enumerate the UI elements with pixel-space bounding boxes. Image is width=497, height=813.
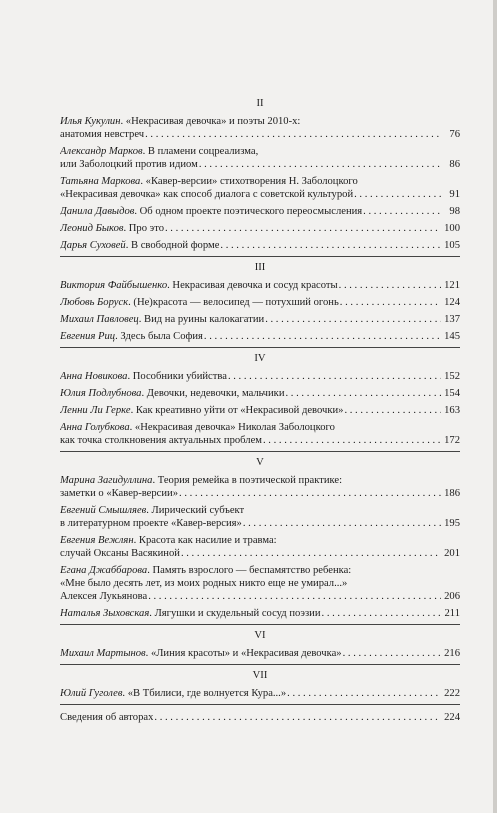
section-divider	[60, 624, 460, 625]
entry-text: Евгения Риц. Здесь была София	[60, 331, 203, 342]
entry-author: Евгения Риц	[60, 331, 116, 342]
toc-entry-line	[60, 504, 460, 517]
entry-text	[60, 128, 144, 141]
page-number: 98	[449, 206, 460, 217]
dot-leader	[228, 370, 441, 383]
section-divider	[60, 256, 460, 257]
entry-title: В пламени соцреализма,	[147, 146, 259, 157]
entry-title: Алексея Лукьянова	[60, 591, 148, 602]
entry-title: Лирический субъект	[151, 505, 245, 516]
section-number: II	[256, 98, 264, 109]
entry-author: Наталья Зыховская	[60, 608, 150, 619]
entry-text: Татьяна Маркова. «Кавер-версии» стихотворения Н. Заболоцкого	[60, 176, 358, 187]
toc-entry-line	[60, 387, 460, 400]
entry-title: в литературном проекте «Кавер-версия»	[60, 518, 242, 529]
dot-leader	[165, 222, 441, 235]
toc-entry	[60, 534, 460, 560]
entry-text: Евгений Смышляев. Лирический субъект	[60, 505, 245, 516]
page-number: 152	[444, 371, 460, 382]
entry-title: заметки о «Кавер-версии»	[60, 488, 179, 499]
page-number: 121	[444, 280, 460, 291]
entry-author: Татьяна Маркова	[60, 176, 141, 187]
dot-leader	[243, 517, 441, 530]
dot-leader	[343, 647, 441, 660]
entry-title: Лягушки и скудельный сосуд поэзии	[154, 608, 321, 619]
dot-leader	[154, 711, 441, 724]
page-number: 216	[444, 648, 460, 659]
toc-entry-line	[60, 487, 460, 500]
entry-author: Михаил Павловец	[60, 314, 139, 325]
entry-text	[60, 517, 242, 530]
entry-text: Анна Голубкова. «Некрасивая девочка» Николая Заболоцкого	[60, 422, 335, 433]
section-number: IV	[254, 353, 266, 364]
toc-entry-line	[60, 296, 460, 309]
entry-title: «В Тбилиси, где волнуется Кура...»	[127, 688, 287, 699]
toc-entry	[60, 313, 460, 326]
entry-title: Про это	[128, 223, 164, 234]
entry-title: или Заболоцкий против идиом	[60, 159, 198, 170]
page-number: 206	[444, 591, 460, 602]
entry-text: Наталья Зыховская. Лягушки и скудельный сосуд поэзии	[60, 608, 321, 619]
toc-entry-line	[60, 517, 460, 530]
entry-text	[60, 158, 198, 171]
toc-entry	[60, 404, 460, 417]
toc-entry-line	[60, 370, 460, 383]
page-number: 154	[444, 388, 460, 399]
entry-author: Михаил Мартынов	[60, 648, 146, 659]
entry-text: Дарья Суховей. В свободной форме	[60, 240, 220, 251]
toc-entry	[60, 607, 460, 620]
page-number: 195	[444, 518, 460, 529]
entry-title: «Кавер-версии» стихотворения Н. Заболоцкого	[145, 176, 358, 187]
page-number: 163	[444, 405, 460, 416]
page-number: 222	[444, 688, 460, 699]
toc-entry	[60, 279, 460, 292]
page-number: 100	[444, 223, 460, 234]
entry-author: Юлий Гуголев	[60, 688, 123, 699]
entry-title: Память взрослого — беспамятство ребенка:	[152, 565, 352, 576]
entry-title: анатомия невстреч	[60, 129, 145, 140]
toc-entry-line	[60, 564, 460, 577]
entry-title: Красота как насилие и травма:	[138, 535, 277, 546]
section-number: VII	[252, 670, 268, 681]
entry-text: Ленни Ли Герке. Как креативно уйти от «Некрасивой девочки»	[60, 405, 344, 416]
dot-leader	[287, 687, 441, 700]
section-divider	[60, 451, 460, 452]
toc-entry-line	[60, 607, 460, 620]
entry-author: Ленни Ли Герке	[60, 405, 131, 416]
entry-text	[60, 590, 147, 603]
entry-text: Михаил Мартынов. «Линия красоты» и «Некрасивая девочка»	[60, 648, 342, 659]
page-number: 201	[444, 548, 460, 559]
section-divider	[60, 347, 460, 348]
section-number: III	[254, 262, 266, 273]
entry-text: Анна Новикова. Пособники убийства	[60, 371, 227, 382]
section-number: VI	[254, 630, 266, 641]
entry-author: Марина Загидуллина	[60, 475, 153, 486]
entry-title: «Некрасивая девочка» как способ диалога с советской культурой	[60, 189, 354, 200]
toc-entry	[60, 222, 460, 235]
dot-leader	[181, 547, 441, 560]
dot-leader	[286, 387, 442, 400]
entry-title: «Линия красоты» и «Некрасивая девочка»	[150, 648, 342, 659]
toc-entry	[60, 145, 460, 171]
entry-author: Анна Голубкова	[60, 422, 130, 433]
section-divider	[60, 664, 460, 665]
page-number: 224	[444, 712, 460, 723]
toc-entry-line	[60, 115, 460, 128]
entry-title: Об одном проекте поэтического переосмысления	[139, 206, 363, 217]
page-edge	[493, 0, 497, 813]
toc-entry-line	[60, 434, 460, 447]
entry-title: как точка столкновения актуальных проблем	[60, 435, 262, 446]
entry-text: Михаил Павловец. Вид на руины калокагатии	[60, 314, 265, 325]
entry-title: случай Оксаны Васякиной	[60, 548, 180, 559]
entry-text	[60, 434, 262, 447]
toc-entry-line	[60, 145, 460, 158]
entry-title: «Мне было десять лет, из моих родных никто еще не умирал...»	[60, 578, 348, 589]
toc-entry	[60, 205, 460, 218]
dot-leader	[220, 239, 441, 252]
dot-leader	[148, 590, 441, 603]
authors-info-line	[60, 711, 460, 724]
dot-leader	[179, 487, 441, 500]
entry-text	[60, 188, 353, 201]
toc-entry-line	[60, 474, 460, 487]
page-number: 76	[449, 129, 460, 140]
toc-entry	[60, 387, 460, 400]
toc-entry	[60, 421, 460, 447]
toc-entry-line	[60, 239, 460, 252]
toc-entry-line	[60, 175, 460, 188]
dot-leader	[322, 607, 441, 620]
page-number: 86	[449, 159, 460, 170]
entry-text: Марина Загидуллина. Теория ремейка в поэтической практике:	[60, 475, 343, 486]
entry-author: Любовь Боруск	[60, 297, 129, 308]
toc-entry-line	[60, 188, 460, 201]
section-number: V	[256, 457, 264, 468]
toc-entry	[60, 687, 460, 700]
table-of-contents	[60, 93, 460, 724]
entry-author: Данила Давыдов	[60, 206, 135, 217]
toc-entry-line	[60, 330, 460, 343]
dot-leader	[340, 296, 441, 309]
entry-author: Виктория Файбышенко	[60, 280, 168, 291]
page-number: 172	[444, 435, 460, 446]
toc-entry-line	[60, 128, 460, 141]
entry-author: Леонид Быков	[60, 223, 124, 234]
dot-leader	[145, 128, 441, 141]
entry-title: Как креативно уйти от «Некрасивой девочки»	[135, 405, 344, 416]
toc-entry-line	[60, 313, 460, 326]
toc-entry	[60, 474, 460, 500]
dot-leader	[265, 313, 441, 326]
dot-leader	[344, 404, 441, 417]
entry-text: Леонид Быков. Про это	[60, 223, 164, 234]
entry-title: В свободной форме	[131, 240, 220, 251]
entry-text: Егана Джаббарова. Память взрослого — беспамятство ребенка:	[60, 565, 352, 576]
page-number: 91	[449, 189, 460, 200]
entry-title: (Не)красота — велосипед — потухший огонь	[133, 297, 339, 308]
toc-entry	[60, 647, 460, 660]
entry-author: Егана Джаббарова	[60, 565, 148, 576]
entry-title: «Некрасивая девочка» и поэты 2010-х:	[125, 116, 301, 127]
page-number: 105	[444, 240, 460, 251]
entry-text: Юлия Подлубнова. Девочки, недевочки, мальчики	[60, 388, 285, 399]
dot-leader	[354, 188, 441, 201]
entry-author: Илья Кукулин	[60, 116, 121, 127]
toc-entry-line	[60, 647, 460, 660]
toc-entry-line	[60, 687, 460, 700]
entry-author: Евгения Вежлян	[60, 535, 134, 546]
entry-text: Евгения Вежлян. Красота как насилие и травма:	[60, 535, 277, 546]
entry-text: Юлий Гуголев. «В Тбилиси, где волнуется Кура...»	[60, 688, 287, 699]
entry-author: Юлия Подлубнова	[60, 388, 142, 399]
entry-title: Девочки, недевочки, мальчики	[146, 388, 285, 399]
entry-text: Александр Марков. В пламени соцреализма,	[60, 146, 259, 157]
page-number: 145	[444, 331, 460, 342]
entry-author: Евгений Смышляев	[60, 505, 147, 516]
entry-text: Виктория Файбышенко. Некрасивая девочка и сосуд красоты	[60, 280, 338, 291]
entry-title: Пособники убийства	[132, 371, 227, 382]
toc-entry-line	[60, 222, 460, 235]
entry-author: Дарья Суховей	[60, 240, 126, 251]
dot-leader	[339, 279, 441, 292]
toc-entry	[60, 370, 460, 383]
toc-entry-line	[60, 205, 460, 218]
toc-entry	[60, 239, 460, 252]
entry-text	[60, 577, 347, 590]
toc-entry-line	[60, 577, 460, 590]
page-number: 186	[444, 488, 460, 499]
toc-entry	[60, 330, 460, 343]
authors-info-label: Сведения об авторах	[60, 712, 154, 723]
page-number: 124	[444, 297, 460, 308]
toc-entry-line	[60, 547, 460, 560]
toc-entry	[60, 296, 460, 309]
toc-entry-line	[60, 158, 460, 171]
toc-entry-line	[60, 534, 460, 547]
entry-title: Здесь была София	[120, 331, 203, 342]
toc-entry-line	[60, 404, 460, 417]
page-number: 211	[444, 608, 460, 619]
toc-entry-line	[60, 421, 460, 434]
dot-leader	[363, 205, 441, 218]
page-number: 137	[444, 314, 460, 325]
entry-author: Анна Новикова	[60, 371, 128, 382]
toc-entry	[60, 564, 460, 603]
entry-title: «Некрасивая девочка» Николая Заболоцкого	[134, 422, 335, 433]
entry-text: Илья Кукулин. «Некрасивая девочка» и поэты 2010-х:	[60, 116, 301, 127]
entry-text: Данила Давыдов. Об одном проекте поэтического переосмысления	[60, 206, 363, 217]
dot-leader	[263, 434, 441, 447]
entry-title: Вид на руины калокагатии	[144, 314, 265, 325]
dot-leader	[204, 330, 441, 343]
toc-entry	[60, 175, 460, 201]
entry-text	[60, 547, 180, 560]
entry-author: Александр Марков	[60, 146, 143, 157]
entry-text: Любовь Боруск. (Не)красота — велосипед — потухший огонь	[60, 297, 339, 308]
entry-text	[60, 487, 178, 500]
dot-leader	[199, 158, 441, 171]
toc-entry	[60, 504, 460, 530]
toc-entry-line	[60, 590, 460, 603]
toc-entry	[60, 115, 460, 141]
toc-entry-line	[60, 279, 460, 292]
entry-title: Некрасивая девочка и сосуд красоты	[172, 280, 338, 291]
section-divider	[60, 704, 460, 705]
entry-title: Теория ремейка в поэтической практике:	[157, 475, 343, 486]
